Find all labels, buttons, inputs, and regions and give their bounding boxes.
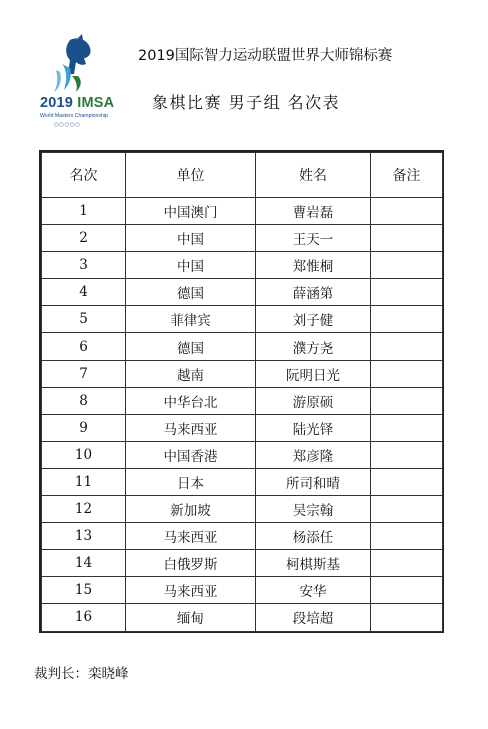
name-cell: 柯棋斯基 (256, 550, 371, 577)
name-cell: 游原硕 (256, 387, 371, 414)
note-cell (371, 550, 443, 577)
note-cell (371, 387, 443, 414)
chess-knight-icon (48, 34, 108, 96)
name-cell: 所司和晴 (256, 468, 371, 495)
table-row (42, 306, 443, 333)
rings-icon: ○○○○○ (54, 122, 81, 128)
rank-cell: 1 (42, 198, 126, 225)
rank-cell: 16 (42, 604, 126, 631)
table-row (42, 360, 443, 387)
rank-cell: 3 (42, 252, 126, 279)
table-row (42, 550, 443, 577)
unit-cell: 中国 (126, 225, 256, 252)
table-row (42, 577, 443, 604)
name-cell: 王天一 (256, 225, 371, 252)
name-cell: 刘子健 (256, 306, 371, 333)
note-cell (371, 496, 443, 523)
unit-cell: 菲律宾 (126, 306, 256, 333)
table-row (42, 333, 443, 360)
table-row (42, 279, 443, 306)
name-cell: 安华 (256, 577, 371, 604)
header-note: 备注 (371, 153, 443, 198)
rank-cell: 15 (42, 577, 126, 604)
note-cell (371, 523, 443, 550)
table-row (42, 387, 443, 414)
rank-cell: 14 (42, 550, 126, 577)
note-cell (371, 441, 443, 468)
name-cell: 郑惟桐 (256, 252, 371, 279)
rank-cell: 6 (42, 333, 126, 360)
name-cell: 杨添任 (256, 523, 371, 550)
name-cell: 郑彦隆 (256, 441, 371, 468)
rank-cell: 4 (42, 279, 126, 306)
unit-cell: 中国澳门 (126, 198, 256, 225)
rank-cell: 8 (42, 387, 126, 414)
note-cell (371, 360, 443, 387)
note-cell (371, 306, 443, 333)
table-row (42, 198, 443, 225)
unit-cell: 马来西亚 (126, 523, 256, 550)
note-cell (371, 198, 443, 225)
name-cell: 段培超 (256, 604, 371, 631)
header-name: 姓名 (256, 153, 371, 198)
unit-cell: 白俄罗斯 (126, 550, 256, 577)
imsa-logo (34, 34, 122, 134)
table-header-row (42, 153, 443, 198)
name-cell: 陆光铎 (256, 414, 371, 441)
rank-cell: 2 (42, 225, 126, 252)
page-title: 象棋比赛 男子组 名次表 (152, 93, 341, 112)
rank-cell: 11 (42, 468, 126, 495)
chief-referee (34, 662, 129, 682)
table-row (42, 496, 443, 523)
note-cell (371, 252, 443, 279)
rank-cell: 12 (42, 496, 126, 523)
table-row (42, 523, 443, 550)
unit-cell: 德国 (126, 333, 256, 360)
note-cell (371, 279, 443, 306)
logo-subtitle: World Masters Championship (40, 113, 108, 119)
judge-label: 裁判长： (34, 666, 88, 682)
table-row (42, 441, 443, 468)
name-cell: 薛涵第 (256, 279, 371, 306)
unit-cell: 马来西亚 (126, 414, 256, 441)
unit-cell: 日本 (126, 468, 256, 495)
table-row (42, 225, 443, 252)
unit-cell: 缅甸 (126, 604, 256, 631)
name-cell: 濮方尧 (256, 333, 371, 360)
rank-cell: 5 (42, 306, 126, 333)
table-row (42, 252, 443, 279)
unit-cell: 新加坡 (126, 496, 256, 523)
unit-cell: 马来西亚 (126, 577, 256, 604)
name-cell: 曹岩磊 (256, 198, 371, 225)
header-unit: 单位 (126, 153, 256, 198)
judge-name: 栾晓峰 (88, 666, 129, 682)
note-cell (371, 333, 443, 360)
unit-cell: 德国 (126, 279, 256, 306)
rank-cell: 13 (42, 523, 126, 550)
unit-cell: 中国 (126, 252, 256, 279)
rank-cell: 9 (42, 414, 126, 441)
table-row (42, 604, 443, 631)
note-cell (371, 414, 443, 441)
note-cell (371, 604, 443, 631)
table-row (42, 414, 443, 441)
rank-cell: 7 (42, 360, 126, 387)
header-rank: 名次 (42, 153, 126, 198)
name-cell: 阮明日光 (256, 360, 371, 387)
ranking-table (41, 152, 443, 632)
logo-wordmark: 2019 IMSA (40, 95, 115, 111)
event-title: 2019国际智力运动联盟世界大师锦标赛 (138, 48, 393, 64)
note-cell (371, 468, 443, 495)
name-cell: 吴宗翰 (256, 496, 371, 523)
table-row (42, 468, 443, 495)
note-cell (371, 225, 443, 252)
unit-cell: 中国香港 (126, 441, 256, 468)
unit-cell: 越南 (126, 360, 256, 387)
unit-cell: 中华台北 (126, 387, 256, 414)
rank-cell: 10 (42, 441, 126, 468)
note-cell (371, 577, 443, 604)
